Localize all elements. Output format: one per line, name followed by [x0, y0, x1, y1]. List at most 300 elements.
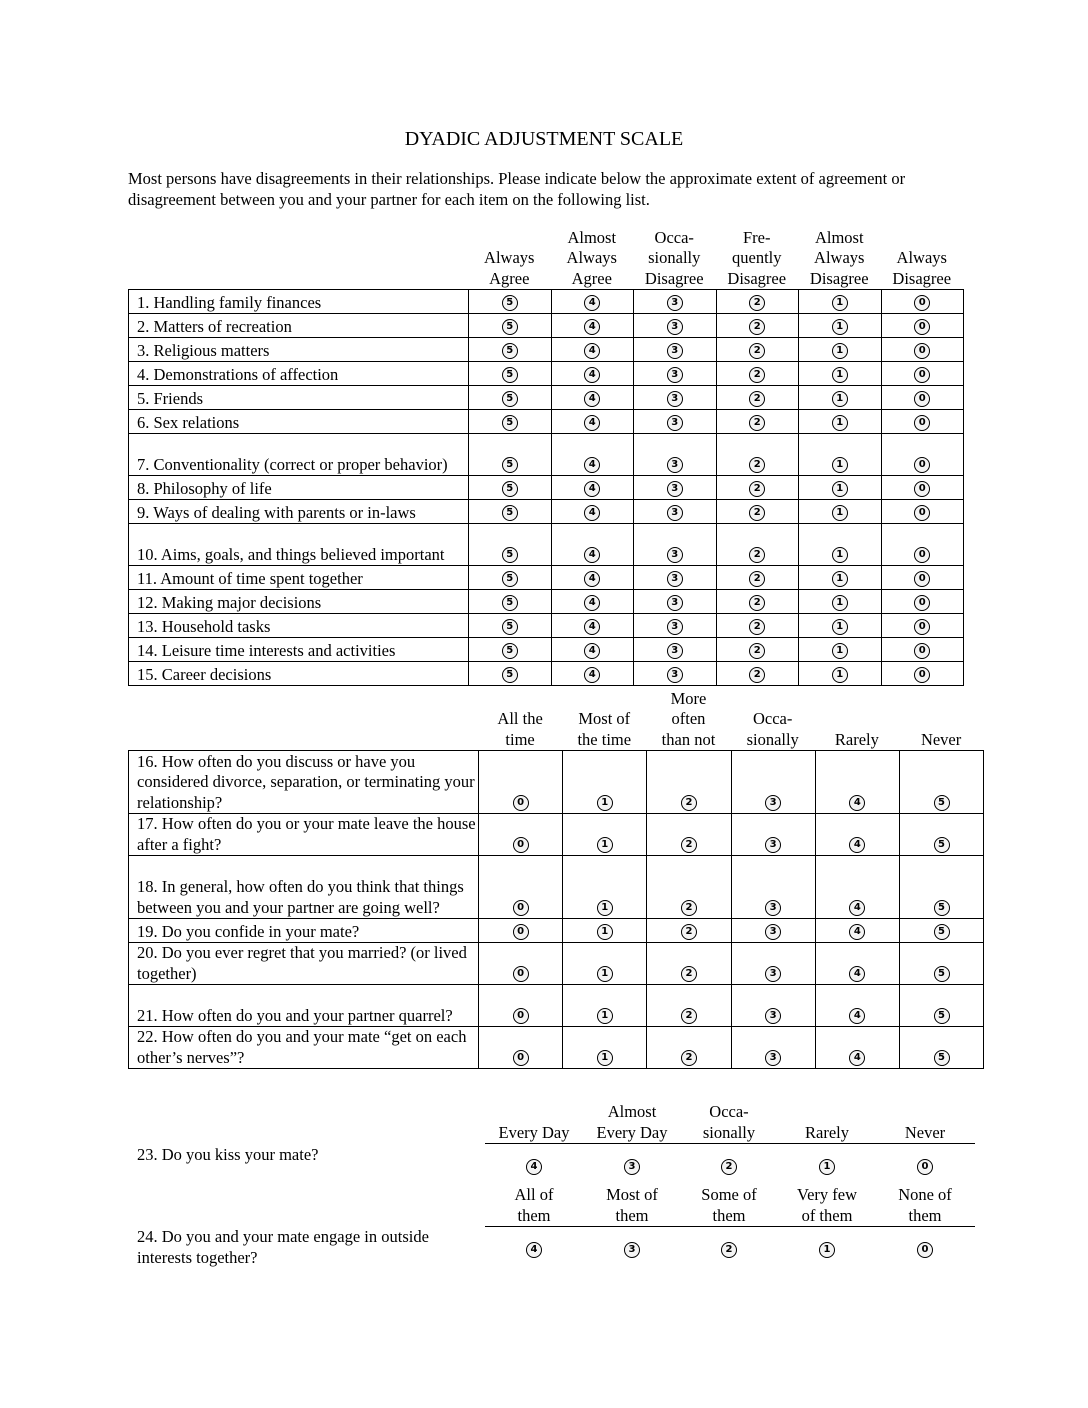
option-cell: [583, 1239, 681, 1260]
item-label: 22. How often do you and your mate “get on each other’s nerves”?: [129, 1027, 479, 1069]
option-cell: [634, 524, 717, 566]
response-bubble[interactable]: 3: [667, 457, 683, 473]
option-cell: [469, 434, 552, 476]
column-header-line: Always: [896, 248, 947, 267]
option-cell: [479, 943, 563, 985]
response-bubble[interactable]: 3: [667, 319, 683, 335]
response-bubble[interactable]: 0: [914, 595, 930, 611]
option-cell: [551, 386, 634, 410]
column-header-line: Most of: [578, 709, 631, 728]
table-row: [129, 614, 964, 638]
column-header-line: quently: [732, 248, 782, 267]
option-cell: [634, 386, 717, 410]
response-bubble[interactable]: 3: [667, 343, 683, 359]
option-cell: [647, 1027, 731, 1069]
response-bubble[interactable]: 1: [832, 319, 848, 335]
response-bubble[interactable]: 5: [502, 367, 518, 383]
response-bubble[interactable]: 0: [513, 924, 529, 940]
item-label: 11. Amount of time spent together: [129, 566, 469, 590]
response-bubble[interactable]: 2: [749, 295, 765, 311]
option-cell: [731, 751, 815, 814]
option-cell: [563, 814, 647, 856]
column-header-line: Disagree: [644, 268, 704, 288]
option-cell: [881, 386, 964, 410]
response-bubble[interactable]: 0: [914, 619, 930, 635]
option-cell: [551, 338, 634, 362]
option-cell: [634, 410, 717, 434]
response-bubble[interactable]: 0: [914, 571, 930, 587]
option-cell: [479, 814, 563, 856]
item-label: 3. Religious matters: [129, 338, 469, 362]
response-bubble[interactable]: 1: [819, 1242, 835, 1258]
option-cell: [815, 856, 899, 919]
response-bubble[interactable]: 0: [914, 457, 930, 473]
column-header-line: Never: [920, 729, 962, 749]
option-cell: [634, 662, 717, 686]
response-bubble[interactable]: 3: [667, 547, 683, 563]
response-bubble[interactable]: 1: [832, 547, 848, 563]
option-cell: [799, 338, 882, 362]
column-header-line: Most of: [606, 1185, 658, 1204]
column-header-line: Always: [566, 248, 617, 267]
item-label: 16. How often do you discuss or have you considered divorce, separation, or terminating your relationship?: [129, 751, 479, 814]
option-cell: [647, 919, 731, 943]
response-bubble[interactable]: 2: [681, 795, 697, 811]
response-bubble[interactable]: 1: [832, 571, 848, 587]
response-bubble[interactable]: 0: [914, 505, 930, 521]
response-bubble[interactable]: 5: [502, 667, 518, 683]
item-label: 8. Philosophy of life: [129, 476, 469, 500]
option-cell: [799, 290, 882, 314]
column-header-line: Disagree: [809, 268, 869, 288]
column-header-line: often: [671, 709, 706, 728]
response-bubble[interactable]: 4: [584, 667, 600, 683]
response-bubble[interactable]: 2: [681, 966, 697, 982]
response-bubble[interactable]: 1: [819, 1159, 835, 1175]
response-bubble[interactable]: 1: [597, 900, 613, 916]
option-cell: [634, 434, 717, 476]
response-bubble[interactable]: 0: [914, 319, 930, 335]
option-cell: [881, 614, 964, 638]
response-bubble[interactable]: 5: [502, 619, 518, 635]
option-cell: [563, 751, 647, 814]
response-bubble[interactable]: 0: [513, 966, 529, 982]
option-cell: [680, 1239, 778, 1260]
option-cell: [731, 919, 815, 943]
option-cell: [563, 943, 647, 985]
response-bubble[interactable]: 3: [667, 415, 683, 431]
response-bubble[interactable]: 2: [681, 1008, 697, 1024]
response-bubble[interactable]: 5: [502, 547, 518, 563]
response-bubble[interactable]: 1: [832, 391, 848, 407]
q24-question: 24. Do you and your mate engage in outside interests together?: [137, 1227, 429, 1267]
response-bubble[interactable]: 1: [832, 415, 848, 431]
response-bubble[interactable]: 3: [667, 619, 683, 635]
option-cell: [634, 314, 717, 338]
response-bubble[interactable]: 0: [513, 1008, 529, 1024]
option-cell: [469, 476, 552, 500]
option-cell: [799, 476, 882, 500]
option-cell: [899, 943, 983, 985]
option-cell: [469, 638, 552, 662]
q23-column-header-0: [485, 1123, 583, 1144]
response-bubble[interactable]: 5: [934, 1050, 950, 1066]
response-bubble[interactable]: 4: [584, 643, 600, 659]
response-bubble[interactable]: 5: [502, 481, 518, 497]
option-cell: [815, 985, 899, 1027]
column-header-line: Always: [814, 248, 865, 267]
column-header-line: than not: [661, 729, 716, 749]
option-cell: [634, 638, 717, 662]
frequency-table: [128, 750, 984, 1069]
option-cell: [799, 638, 882, 662]
response-bubble[interactable]: 1: [832, 619, 848, 635]
option-cell: [815, 1027, 899, 1069]
response-bubble[interactable]: 4: [584, 571, 600, 587]
response-bubble[interactable]: 4: [584, 343, 600, 359]
response-bubble[interactable]: 3: [624, 1242, 640, 1258]
response-bubble[interactable]: 1: [832, 457, 848, 473]
response-bubble[interactable]: 0: [914, 643, 930, 659]
option-cell: [563, 919, 647, 943]
column-header-line: sionally: [746, 729, 799, 749]
response-bubble[interactable]: 0: [917, 1242, 933, 1258]
option-cell: [479, 751, 563, 814]
response-bubble[interactable]: 5: [934, 795, 950, 811]
option-cell: [479, 1027, 563, 1069]
table-row: [129, 662, 964, 686]
section2-hdr-3: [731, 709, 815, 750]
column-header-line: time: [505, 729, 535, 749]
response-bubble[interactable]: 3: [667, 295, 683, 311]
column-header-line: Rarely: [805, 1122, 849, 1142]
response-bubble[interactable]: 5: [934, 924, 950, 940]
column-header-line: Occa-: [709, 1102, 749, 1121]
option-cell: [469, 590, 552, 614]
section2-hdr-2: [646, 689, 730, 751]
option-cell: [479, 856, 563, 919]
response-bubble[interactable]: 4: [584, 595, 600, 611]
response-bubble[interactable]: 4: [584, 295, 600, 311]
response-bubble[interactable]: 4: [849, 966, 865, 982]
response-bubble[interactable]: 0: [917, 1159, 933, 1175]
option-cell: [634, 476, 717, 500]
response-bubble[interactable]: 5: [502, 343, 518, 359]
response-bubble[interactable]: 2: [749, 547, 765, 563]
response-bubble[interactable]: 4: [584, 481, 600, 497]
table-row: [129, 566, 964, 590]
option-cell: [716, 314, 799, 338]
response-bubble[interactable]: 0: [513, 837, 529, 853]
response-bubble[interactable]: 3: [765, 795, 781, 811]
response-bubble[interactable]: 0: [914, 415, 930, 431]
response-bubble[interactable]: 4: [584, 367, 600, 383]
response-bubble[interactable]: 0: [513, 1050, 529, 1066]
option-cell: [799, 614, 882, 638]
response-bubble[interactable]: 5: [934, 837, 950, 853]
option-cell: [563, 856, 647, 919]
response-bubble[interactable]: 3: [667, 391, 683, 407]
response-bubble[interactable]: 4: [849, 1050, 865, 1066]
column-header-line: Agree: [489, 268, 530, 288]
option-cell: [551, 434, 634, 476]
response-bubble[interactable]: 3: [765, 966, 781, 982]
option-cell: [778, 1239, 876, 1260]
response-bubble[interactable]: 5: [502, 415, 518, 431]
item-label: 12. Making major decisions: [129, 590, 469, 614]
section1-hdr-0: [468, 248, 551, 289]
response-bubble[interactable]: 4: [849, 924, 865, 940]
response-bubble[interactable]: 5: [502, 643, 518, 659]
response-bubble[interactable]: 4: [584, 391, 600, 407]
response-bubble[interactable]: 0: [513, 795, 529, 811]
option-cell: [881, 338, 964, 362]
column-header-line: Agree: [571, 268, 612, 288]
response-bubble[interactable]: 0: [914, 391, 930, 407]
option-cell: [634, 362, 717, 386]
column-header-line: Rarely: [834, 729, 879, 749]
option-cell: [716, 362, 799, 386]
response-bubble[interactable]: 2: [749, 505, 765, 521]
option-cell: [716, 662, 799, 686]
response-bubble[interactable]: 3: [667, 505, 683, 521]
response-bubble[interactable]: 4: [584, 457, 600, 473]
option-cell: [716, 338, 799, 362]
q23-column-header-1: [583, 1102, 681, 1143]
response-bubble[interactable]: 3: [765, 837, 781, 853]
option-cell: [731, 985, 815, 1027]
response-bubble[interactable]: 1: [832, 505, 848, 521]
response-bubble[interactable]: 2: [749, 481, 765, 497]
response-bubble[interactable]: 3: [667, 481, 683, 497]
response-bubble[interactable]: 5: [934, 900, 950, 916]
response-bubble[interactable]: 4: [849, 1008, 865, 1024]
option-cell: [815, 943, 899, 985]
option-cell: [716, 566, 799, 590]
item-label: 18. In general, how often do you think that things between you and your partner are going well?: [129, 856, 479, 919]
table-row: [129, 386, 964, 410]
response-bubble[interactable]: 3: [667, 643, 683, 659]
response-bubble[interactable]: 4: [526, 1159, 542, 1175]
option-cell: [799, 566, 882, 590]
option-cell: [469, 410, 552, 434]
column-header-line: Very few: [796, 1185, 857, 1204]
option-cell: [469, 500, 552, 524]
page-title: DYADIC ADJUSTMENT SCALE: [404, 128, 684, 150]
table-row: [129, 590, 964, 614]
option-cell: [716, 614, 799, 638]
option-cell: [881, 410, 964, 434]
response-bubble[interactable]: 1: [832, 643, 848, 659]
response-bubble[interactable]: 1: [832, 295, 848, 311]
response-bubble[interactable]: 5: [502, 595, 518, 611]
instructions: Most persons have disagreements in their relationships. Please indicate below the approximate extent of agreement or disagreement between you and your partner for each item on the following list.: [128, 169, 906, 209]
option-cell: [731, 814, 815, 856]
option-cell: [563, 985, 647, 1027]
item-label: 6. Sex relations: [129, 410, 469, 434]
q24-column-header-2: [680, 1185, 778, 1226]
response-bubble[interactable]: 2: [749, 595, 765, 611]
response-bubble[interactable]: 1: [597, 795, 613, 811]
response-bubble[interactable]: 0: [914, 667, 930, 683]
table-row: [129, 476, 964, 500]
response-bubble[interactable]: 5: [934, 966, 950, 982]
response-bubble[interactable]: 1: [597, 1008, 613, 1024]
option-cell: [647, 985, 731, 1027]
response-bubble[interactable]: 1: [832, 595, 848, 611]
option-cell: [634, 614, 717, 638]
option-cell: [551, 476, 634, 500]
response-bubble[interactable]: 1: [832, 343, 848, 359]
response-bubble[interactable]: 5: [502, 505, 518, 521]
option-cell: [876, 1239, 974, 1260]
response-bubble[interactable]: 5: [502, 391, 518, 407]
response-bubble[interactable]: 0: [914, 367, 930, 383]
response-bubble[interactable]: 2: [721, 1159, 737, 1175]
response-bubble[interactable]: 0: [914, 481, 930, 497]
response-bubble[interactable]: 4: [584, 319, 600, 335]
response-bubble[interactable]: 2: [749, 643, 765, 659]
option-cell: [716, 500, 799, 524]
response-bubble[interactable]: 0: [914, 295, 930, 311]
response-bubble[interactable]: 0: [513, 900, 529, 916]
item-label: 9. Ways of dealing with parents or in-laws: [129, 500, 469, 524]
option-cell: [881, 500, 964, 524]
response-bubble[interactable]: 1: [597, 924, 613, 940]
column-header-line: None of: [898, 1185, 952, 1204]
option-cell: [799, 362, 882, 386]
q24-column-header-1: [583, 1185, 681, 1226]
response-bubble[interactable]: 0: [914, 547, 930, 563]
response-bubble[interactable]: 4: [526, 1242, 542, 1258]
table-row: [129, 985, 984, 1027]
option-cell: [799, 662, 882, 686]
option-cell: [899, 814, 983, 856]
option-cell: [899, 1027, 983, 1069]
option-cell: [479, 985, 563, 1027]
option-cell: [881, 476, 964, 500]
response-bubble[interactable]: 2: [681, 837, 697, 853]
option-cell: [881, 524, 964, 566]
response-bubble[interactable]: 4: [584, 619, 600, 635]
option-cell: [731, 943, 815, 985]
response-bubble[interactable]: 3: [624, 1159, 640, 1175]
response-bubble[interactable]: 3: [765, 1008, 781, 1024]
response-bubble[interactable]: 5: [502, 457, 518, 473]
response-bubble[interactable]: 0: [914, 343, 930, 359]
response-bubble[interactable]: 3: [765, 900, 781, 916]
response-bubble[interactable]: 2: [749, 367, 765, 383]
response-bubble[interactable]: 2: [749, 619, 765, 635]
response-bubble[interactable]: 5: [502, 319, 518, 335]
response-bubble[interactable]: 2: [749, 415, 765, 431]
response-bubble[interactable]: 4: [849, 900, 865, 916]
option-cell: [647, 943, 731, 985]
option-cell: [634, 290, 717, 314]
option-cell: [551, 566, 634, 590]
response-bubble[interactable]: 4: [849, 795, 865, 811]
item-label: 20. Do you ever regret that you married? (or lived together): [129, 943, 479, 985]
item-label: 4. Demonstrations of affection: [129, 362, 469, 386]
item-label: 2. Matters of recreation: [129, 314, 469, 338]
option-cell: [634, 566, 717, 590]
option-cell: [551, 362, 634, 386]
response-bubble[interactable]: 4: [584, 415, 600, 431]
option-cell: [899, 985, 983, 1027]
item-label: 5. Friends: [129, 386, 469, 410]
option-cell: [799, 386, 882, 410]
option-cell: [551, 638, 634, 662]
column-header-line: Almost: [607, 1102, 657, 1121]
response-bubble[interactable]: 2: [749, 457, 765, 473]
response-bubble[interactable]: 3: [765, 924, 781, 940]
response-bubble[interactable]: 3: [667, 595, 683, 611]
option-cell: [479, 919, 563, 943]
column-header-line: Never: [904, 1122, 946, 1142]
item-label: 15. Career decisions: [129, 662, 469, 686]
response-bubble[interactable]: 2: [681, 1050, 697, 1066]
column-header-line: sionally: [648, 248, 701, 267]
response-bubble[interactable]: 3: [667, 571, 683, 587]
table-row: [129, 338, 964, 362]
response-bubble[interactable]: 3: [667, 367, 683, 383]
response-bubble[interactable]: 1: [597, 1050, 613, 1066]
response-bubble[interactable]: 4: [849, 837, 865, 853]
item-label: 1. Handling family finances: [129, 290, 469, 314]
response-bubble[interactable]: 1: [597, 966, 613, 982]
response-bubble[interactable]: 1: [597, 837, 613, 853]
option-cell: [485, 1156, 583, 1177]
table-row: [129, 434, 964, 476]
response-bubble[interactable]: 4: [584, 505, 600, 521]
response-bubble[interactable]: 2: [749, 319, 765, 335]
response-bubble[interactable]: 3: [667, 667, 683, 683]
item-label: 10. Aims, goals, and things believed important: [129, 524, 469, 566]
response-bubble[interactable]: 3: [765, 1050, 781, 1066]
response-bubble[interactable]: 5: [502, 571, 518, 587]
response-bubble[interactable]: 2: [681, 900, 697, 916]
column-header-line: More: [670, 688, 707, 708]
option-cell: [716, 290, 799, 314]
response-bubble[interactable]: 1: [832, 367, 848, 383]
response-bubble[interactable]: 2: [749, 571, 765, 587]
table-row: [129, 751, 984, 814]
table-row: [129, 524, 964, 566]
column-header-line: Always: [484, 248, 535, 267]
response-bubble[interactable]: 2: [681, 924, 697, 940]
response-bubble[interactable]: 2: [749, 391, 765, 407]
response-bubble[interactable]: 4: [584, 547, 600, 563]
option-cell: [881, 434, 964, 476]
column-header-line: Almost: [567, 227, 617, 247]
response-bubble[interactable]: 2: [749, 343, 765, 359]
option-cell: [716, 386, 799, 410]
column-header-line: them: [712, 1205, 746, 1225]
response-bubble[interactable]: 2: [721, 1242, 737, 1258]
response-bubble[interactable]: 5: [934, 1008, 950, 1024]
option-cell: [731, 1027, 815, 1069]
option-cell: [799, 434, 882, 476]
option-cell: [716, 524, 799, 566]
option-cell: [881, 638, 964, 662]
option-cell: [551, 314, 634, 338]
response-bubble[interactable]: 2: [749, 667, 765, 683]
response-bubble[interactable]: 1: [832, 481, 848, 497]
response-bubble[interactable]: 5: [502, 295, 518, 311]
response-bubble[interactable]: 1: [832, 667, 848, 683]
column-header-line: Disagree: [892, 268, 952, 288]
option-cell: [469, 614, 552, 638]
